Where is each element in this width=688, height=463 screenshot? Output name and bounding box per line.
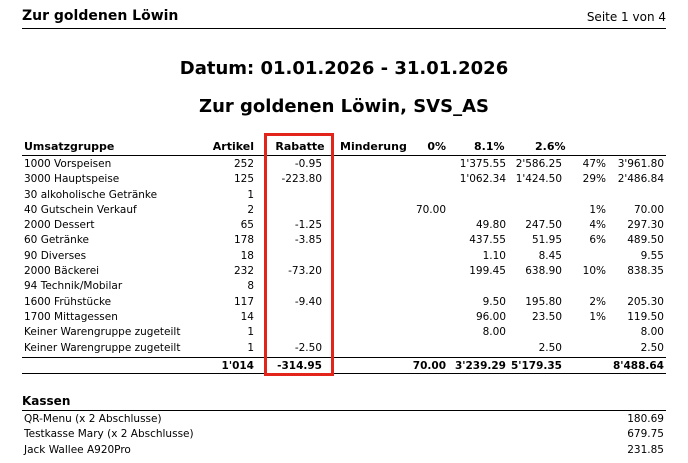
kassen-name: Jack Wallee A920Pro: [24, 443, 131, 456]
table-cell: 23.50: [531, 310, 562, 323]
table-cell: 1000 Vorspeisen: [24, 158, 112, 170]
table-cell: 1.10: [482, 249, 506, 262]
table-cell: 1'375.55: [459, 158, 506, 170]
table-cell: 489.50: [627, 234, 664, 247]
kassen-amount: 180.69: [627, 413, 664, 425]
table-cell: 51.95: [531, 234, 562, 247]
table-cell: [340, 264, 400, 279]
table-cell: 40 Gutschein Verkauf: [24, 203, 137, 216]
table-cell: 8: [247, 280, 254, 293]
rabatte-highlight-box: [264, 133, 334, 376]
kassen-amounts: [560, 412, 664, 458]
table-cell: 1: [247, 326, 254, 339]
table-cell: 199.45: [469, 265, 506, 278]
report-date-range: Datum: 01.01.2026 - 31.01.2026: [179, 58, 509, 79]
table-cell: 30 alkoholische Getränke: [24, 188, 158, 201]
column-minderung: [340, 157, 400, 356]
table-cell: 14: [240, 310, 254, 323]
col-header-rabatte: Rabatte: [275, 140, 325, 153]
column-total: [600, 157, 664, 356]
col-header-0pct: 0%: [427, 140, 446, 153]
kassen-amount: 231.85: [627, 443, 664, 456]
table-cell: [340, 325, 400, 340]
header-title: Zur goldenen Löwin: [22, 8, 179, 24]
page-header: [22, 6, 666, 29]
table-cell: [446, 279, 506, 294]
table-cell: 94 Technik/Mobilar: [24, 280, 123, 293]
kassen-names: [24, 412, 324, 458]
table-cell: 18: [240, 249, 254, 262]
col-header-minderung: Minderung: [340, 140, 407, 153]
table-cell: 2000 Bäckerei: [24, 265, 100, 278]
total-8-1pct: 3'239.29: [454, 360, 506, 372]
table-cell: 29%: [582, 173, 606, 186]
col-header-8-1pct: 8.1%: [474, 140, 505, 153]
kassen-name: QR-Menu (x 2 Abschlusse): [24, 413, 162, 425]
table-cell: 4%: [589, 219, 606, 232]
report-subtitle: Zur goldenen Löwin, SVS_AS: [199, 96, 489, 117]
table-cell: 1: [247, 188, 254, 201]
col-header-2-6pct: 2.6%: [535, 140, 566, 153]
column-2-6pct: [506, 157, 562, 356]
table-cell: [340, 295, 400, 310]
table-cell: 8.00: [482, 326, 506, 339]
table-cell: Keiner Warengruppe zugeteilt: [24, 326, 181, 339]
table-cell: 1: [247, 341, 254, 354]
column-8-1pct: [446, 157, 506, 356]
total-0pct: 70.00: [412, 360, 446, 372]
table-cell: [340, 249, 400, 264]
table-cell: [340, 233, 400, 248]
table-cell: -0.95: [294, 158, 322, 170]
table-cell: 232: [233, 265, 254, 278]
table-cell: 96.00: [475, 310, 506, 323]
table-cell: 1'424.50: [515, 173, 562, 186]
table-cell: [400, 157, 446, 172]
table-cell: 247.50: [525, 219, 562, 232]
table-cell: 1%: [589, 310, 606, 323]
table-cell: [506, 279, 562, 294]
total-rabatte: -314.95: [277, 360, 322, 372]
table-cell: 3000 Hauptspeise: [24, 173, 120, 186]
table-cell: -3.85: [294, 234, 322, 247]
table-cell: -9.40: [294, 295, 322, 308]
table-cell: 638.90: [525, 265, 562, 278]
table-cell: 125: [233, 173, 254, 186]
table-cell: [506, 188, 562, 203]
table-cell: [506, 203, 562, 218]
table-cell: [400, 325, 446, 340]
table-cell: [340, 341, 400, 356]
table-cell: 60 Getränke: [24, 234, 89, 247]
table-cell: 3'961.80: [617, 158, 664, 170]
table-cell: [400, 264, 446, 279]
table-cell: -2.50: [294, 341, 322, 354]
table-cell: 119.50: [627, 310, 664, 323]
kassen-name: Testkasse Mary (x 2 Abschlusse): [24, 428, 194, 441]
table-cell: [506, 325, 562, 340]
kassen-amount: 679.75: [627, 428, 664, 441]
table-cell: [446, 188, 506, 203]
table-cell: 8.00: [640, 326, 664, 339]
table-cell: 49.80: [475, 219, 506, 232]
table-cell: 65: [240, 219, 254, 232]
table-cell: 1700 Mittagessen: [24, 310, 118, 323]
table-cell: 1%: [589, 203, 606, 216]
col-header-umsatzgruppe: Umsatzgruppe: [24, 140, 115, 153]
table-cell: [400, 218, 446, 233]
table-cell: -223.80: [281, 173, 322, 186]
kassen-title: Kassen: [22, 394, 71, 408]
table-cell: [340, 279, 400, 294]
table-cell: [400, 279, 446, 294]
table-cell: 2000 Dessert: [24, 219, 95, 232]
table-cell: [340, 218, 400, 233]
total-2-6pct: 5'179.35: [510, 360, 562, 372]
table-header-rule: [22, 155, 666, 156]
table-cell: [600, 279, 664, 294]
table-cell: [400, 188, 446, 203]
table-cell: [446, 341, 506, 356]
table-cell: 178: [233, 234, 254, 247]
table-cell: 195.80: [525, 295, 562, 308]
table-cell: [340, 310, 400, 325]
total-artikel: 1'014: [221, 360, 254, 372]
table-cell: 6%: [589, 234, 606, 247]
table-cell: 2.50: [538, 341, 562, 354]
table-cell: 8.45: [538, 249, 562, 262]
table-cell: 2'586.25: [515, 158, 562, 170]
table-cell: 70.00: [633, 203, 664, 216]
totals-bottom-rule: [22, 373, 666, 374]
table-cell: -1.25: [294, 219, 322, 232]
table-cell: [340, 188, 400, 203]
totals-rule: [22, 357, 666, 358]
table-cell: 297.30: [627, 219, 664, 232]
table-cell: 2%: [589, 295, 606, 308]
table-cell: 9.55: [640, 249, 664, 262]
table-cell: [400, 310, 446, 325]
table-cell: 47%: [582, 158, 606, 170]
total-sum: 8'488.64: [612, 360, 664, 372]
table-cell: [400, 249, 446, 264]
table-cell: 838.35: [627, 265, 664, 278]
table-cell: 70.00: [415, 203, 446, 216]
table-cell: 437.55: [469, 234, 506, 247]
column-artikel: [190, 157, 254, 356]
table-cell: [400, 295, 446, 310]
table-cell: 205.30: [627, 295, 664, 308]
table-cell: 10%: [582, 265, 606, 278]
kassen-rule: [22, 410, 666, 411]
table-cell: 9.50: [482, 295, 506, 308]
col-header-artikel: Artikel: [212, 140, 254, 153]
table-cell: 2.50: [640, 341, 664, 354]
column-umsatzgruppe: [24, 157, 194, 356]
table-cell: 117: [233, 295, 254, 308]
table-cell: 1'062.34: [459, 173, 506, 186]
page-number: Seite 1 von 4: [586, 10, 666, 24]
table-cell: 2'486.84: [617, 173, 664, 186]
table-cell: [400, 341, 446, 356]
column-0pct: [400, 157, 446, 356]
table-cell: [340, 203, 400, 218]
table-cell: -73.20: [288, 265, 322, 278]
table-cell: Keiner Warengruppe zugeteilt: [24, 341, 181, 354]
table-cell: [400, 172, 446, 187]
table-cell: [340, 172, 400, 187]
table-cell: [446, 203, 506, 218]
table-cell: [400, 233, 446, 248]
table-cell: [340, 157, 400, 172]
table-cell: 1600 Frühstücke: [24, 295, 112, 308]
table-cell: 252: [233, 158, 254, 170]
table-cell: [600, 188, 664, 203]
table-cell: 90 Diverses: [24, 249, 87, 262]
table-cell: 2: [247, 203, 254, 216]
